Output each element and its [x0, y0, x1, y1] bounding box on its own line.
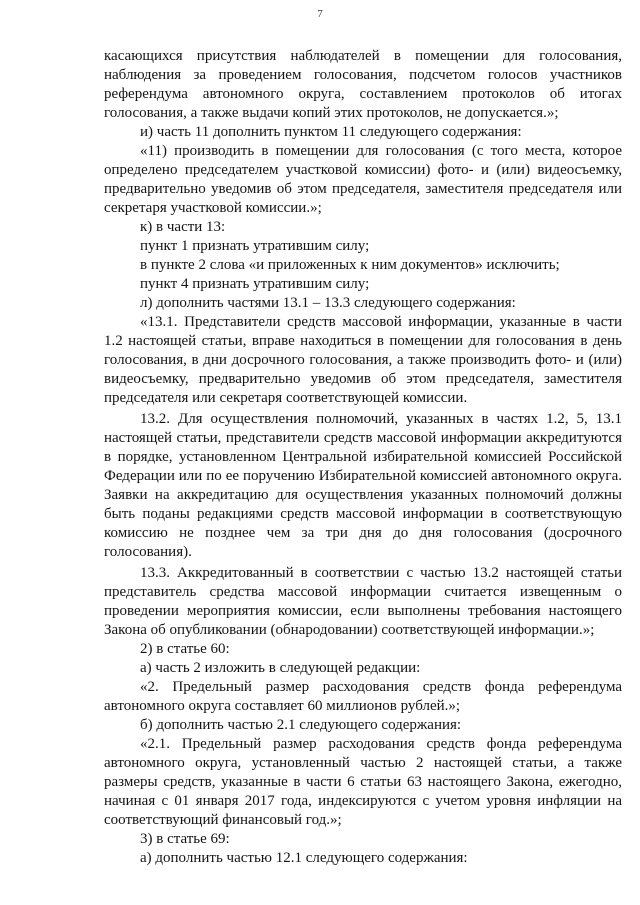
- paragraph-13-1: «13.1. Представители средств массовой информации, указанные в части 1.2 настоящей статьи, вправе находиться в помещении для голосования в день голосования, в дни досрочного голосования, а также производить фото- и (или) видеосъемку, предварительно уведомив об этом председателя, заместителя председателя или секретаря соответствующей комиссии.: [104, 314, 622, 406]
- paragraph-item-b-60: б) дополнить частью 2.1 следующего содержания:: [140, 717, 462, 733]
- paragraph-quote-2: «2. Предельный размер расходования средств фонда референдума автономного округа составляет 60 миллионов рублей.»;: [104, 679, 622, 714]
- paragraph-article-60: 2) в статье 60:: [140, 641, 230, 657]
- paragraph-item-a-60: а) часть 2 изложить в следующей редакции:: [140, 660, 421, 676]
- paragraph-point-1: пункт 1 признать утратившим силу;: [140, 238, 370, 254]
- paragraph-item-l: л) дополнить частями 13.1 – 13.3 следующего содержания:: [140, 295, 516, 311]
- paragraph-quote-2-1: «2.1. Предельный размер расходования средств фонда референдума автономного округа, установленный частью 2 настоящей статьи, а также размеры средств, указанные в части 6 статьи 63 настоящего Закона, ежегодно, начиная с 01 января 2017 года, индексируются с учетом уровня инфляции на соответствующий финансовый год.»;: [104, 736, 622, 828]
- paragraph-item-i: и) часть 11 дополнить пунктом 11 следующего содержания:: [140, 124, 522, 140]
- paragraph-item-a-69: а) дополнить частью 12.1 следующего содержания:: [140, 850, 468, 866]
- document-body: [104, 47, 622, 868]
- paragraph-continuation: касающихся присутствия наблюдателей в помещении для голосования, наблюдения за проведением голосования, подсчетом голосов участников референдума автономного округа, составлением протоколов об итогах голосования, а также выдачи копий этих протоколов, не допускается.»;: [104, 48, 622, 121]
- paragraph-13-3: 13.3. Аккредитованный в соответствии с частью 13.2 настоящей статьи представитель средства массовой информации считается извещенным о проведении мероприятия комиссии, если выполнены требования настоящего Закона об опубликовании (обнародовании) соответствующей информации.»;: [104, 565, 622, 638]
- paragraph-article-69: 3) в статье 69:: [140, 831, 230, 847]
- paragraph-point-4: пункт 4 признать утратившим силу;: [140, 276, 370, 292]
- paragraph-point-2: в пункте 2 слова «и приложенных к ним документов» исключить;: [140, 257, 560, 273]
- paragraph-quote-11: «11) производить в помещении для голосования (с того места, которое определено председателем участковой комиссии) фото- и (или) видеосъемку, предварительно уведомив об этом председателя, заместителя председателя или секретаря участковой комиссии.»;: [104, 143, 622, 216]
- paragraph-13-2: 13.2. Для осуществления полномочий, указанных в частях 1.2, 5, 13.1 настоящей статьи, представители средств массовой информации аккредитуются в порядке, установленном Центральной избирательной комиссией Российской Федерации или по ее поручению Избирательной комиссией автономного округа. Заявки на аккредитацию для осуществления указанных полномочий должны быть поданы редакциями средств массовой информации в соответствующую комиссию не позднее чем за три дня до дня голосования (досрочного голосования).: [104, 411, 622, 560]
- paragraph-item-k: к) в части 13:: [140, 219, 226, 235]
- page-number: 7: [317, 8, 323, 20]
